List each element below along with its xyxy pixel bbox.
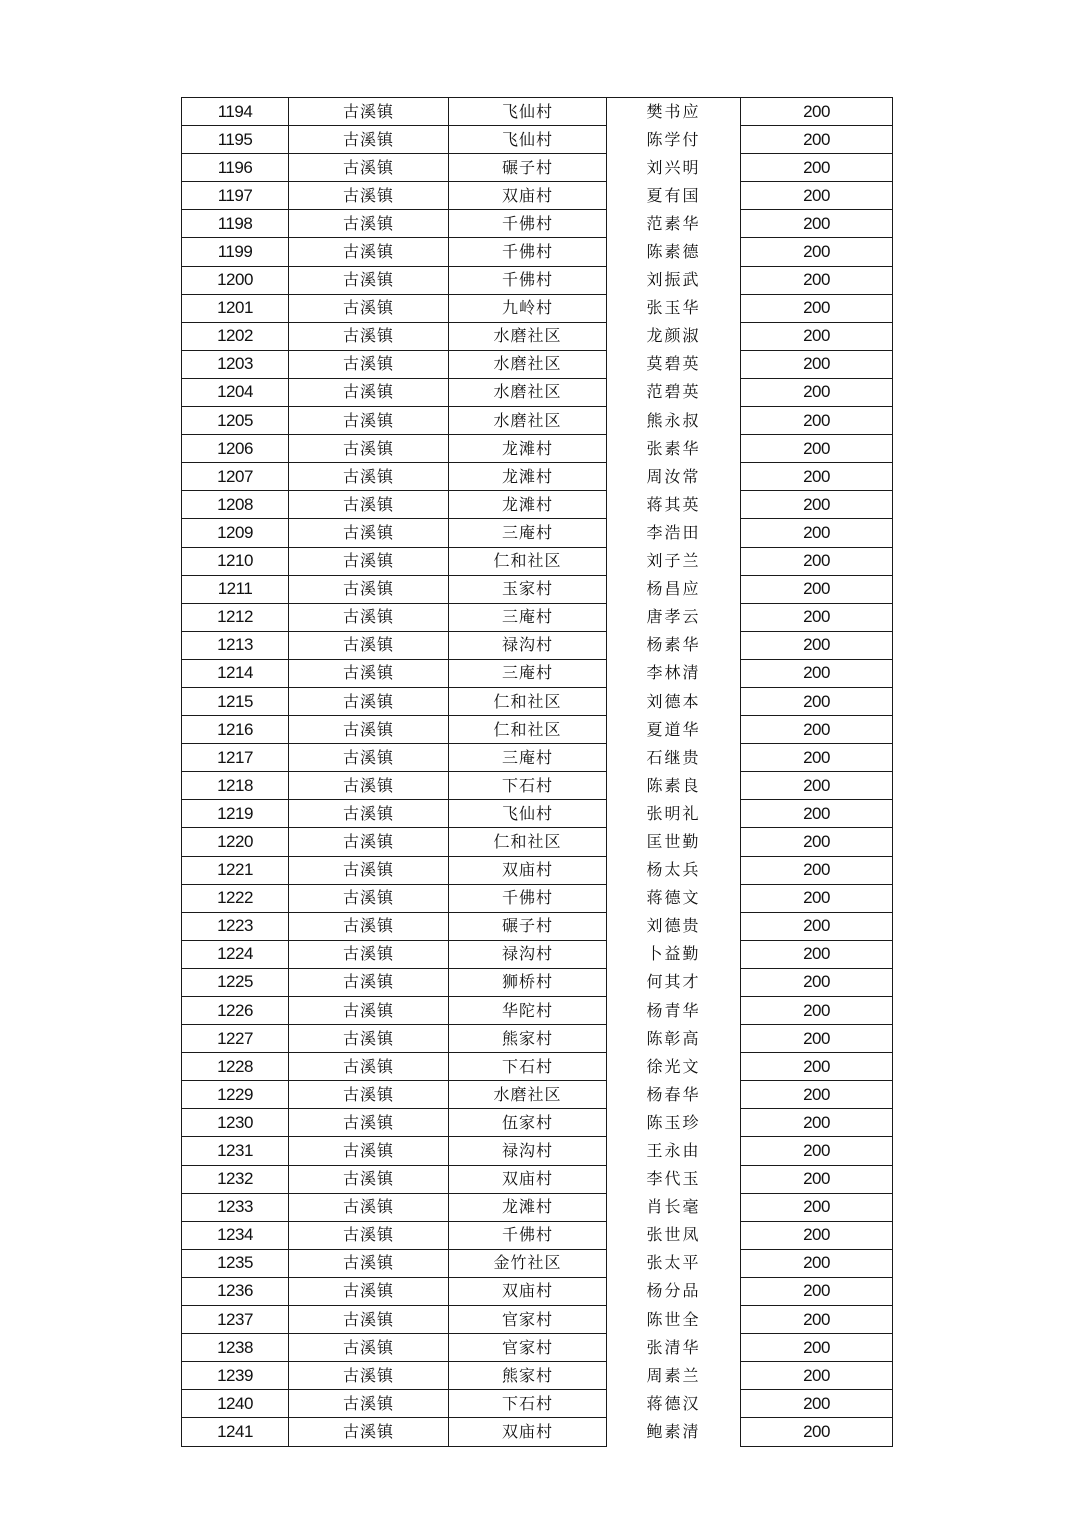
cell-town: 古溪镇 — [289, 350, 449, 378]
cell-amount: 200 — [741, 1277, 893, 1305]
cell-town: 古溪镇 — [289, 407, 449, 435]
cell-amount: 200 — [741, 98, 893, 126]
cell-village: 禄沟村 — [449, 940, 607, 968]
cell-person-name: 范碧英 — [607, 378, 741, 406]
table-row — [182, 1109, 893, 1137]
cell-serial-number: 1198 — [182, 210, 289, 238]
cell-serial-number: 1215 — [182, 687, 289, 715]
cell-town: 古溪镇 — [289, 1390, 449, 1418]
cell-amount: 200 — [741, 884, 893, 912]
cell-village: 双庙村 — [449, 856, 607, 884]
table-row — [182, 350, 893, 378]
cell-village: 千佛村 — [449, 238, 607, 266]
cell-town: 古溪镇 — [289, 491, 449, 519]
cell-amount: 200 — [741, 350, 893, 378]
cell-town: 古溪镇 — [289, 1362, 449, 1390]
cell-village: 千佛村 — [449, 1221, 607, 1249]
cell-town: 古溪镇 — [289, 1165, 449, 1193]
cell-amount: 200 — [741, 547, 893, 575]
cell-serial-number: 1209 — [182, 519, 289, 547]
cell-person-name: 张清华 — [607, 1334, 741, 1362]
table-row — [182, 519, 893, 547]
table-row — [182, 294, 893, 322]
cell-serial-number: 1228 — [182, 1053, 289, 1081]
table-row — [182, 210, 893, 238]
cell-amount: 200 — [741, 491, 893, 519]
table-row — [182, 912, 893, 940]
cell-town: 古溪镇 — [289, 687, 449, 715]
cell-village: 三庵村 — [449, 603, 607, 631]
cell-serial-number: 1217 — [182, 744, 289, 772]
cell-person-name: 李浩田 — [607, 519, 741, 547]
cell-serial-number: 1201 — [182, 294, 289, 322]
cell-town: 古溪镇 — [289, 266, 449, 294]
cell-town: 古溪镇 — [289, 463, 449, 491]
cell-person-name: 莫碧英 — [607, 350, 741, 378]
table-row — [182, 378, 893, 406]
cell-amount: 200 — [741, 1418, 893, 1446]
cell-town: 古溪镇 — [289, 856, 449, 884]
cell-village: 双庙村 — [449, 1418, 607, 1446]
cell-amount: 200 — [741, 1025, 893, 1053]
cell-town: 古溪镇 — [289, 547, 449, 575]
cell-amount: 200 — [741, 940, 893, 968]
cell-serial-number: 1202 — [182, 322, 289, 350]
cell-village: 下石村 — [449, 1053, 607, 1081]
cell-serial-number: 1225 — [182, 968, 289, 996]
cell-serial-number: 1214 — [182, 659, 289, 687]
cell-person-name: 李代玉 — [607, 1165, 741, 1193]
table-row — [182, 631, 893, 659]
cell-person-name: 蒋其英 — [607, 491, 741, 519]
roster-body — [182, 98, 893, 1447]
table-row — [182, 575, 893, 603]
cell-village: 下石村 — [449, 1390, 607, 1418]
cell-serial-number: 1229 — [182, 1081, 289, 1109]
cell-amount: 200 — [741, 631, 893, 659]
cell-village: 双庙村 — [449, 182, 607, 210]
cell-amount: 200 — [741, 856, 893, 884]
cell-town: 古溪镇 — [289, 744, 449, 772]
cell-serial-number: 1196 — [182, 154, 289, 182]
cell-serial-number: 1221 — [182, 856, 289, 884]
cell-town: 古溪镇 — [289, 968, 449, 996]
cell-town: 古溪镇 — [289, 912, 449, 940]
cell-amount: 200 — [741, 1221, 893, 1249]
cell-serial-number: 1240 — [182, 1390, 289, 1418]
cell-town: 古溪镇 — [289, 800, 449, 828]
cell-person-name: 何其才 — [607, 968, 741, 996]
table-row — [182, 1053, 893, 1081]
table-row — [182, 322, 893, 350]
cell-village: 官家村 — [449, 1334, 607, 1362]
table-row — [182, 154, 893, 182]
cell-village: 千佛村 — [449, 884, 607, 912]
cell-person-name: 杨春华 — [607, 1081, 741, 1109]
cell-amount: 200 — [741, 1362, 893, 1390]
cell-town: 古溪镇 — [289, 1277, 449, 1305]
cell-amount: 200 — [741, 1053, 893, 1081]
cell-serial-number: 1211 — [182, 575, 289, 603]
cell-serial-number: 1230 — [182, 1109, 289, 1137]
cell-village: 华陀村 — [449, 997, 607, 1025]
cell-village: 碾子村 — [449, 154, 607, 182]
cell-amount: 200 — [741, 435, 893, 463]
cell-amount: 200 — [741, 1390, 893, 1418]
cell-person-name: 熊永叔 — [607, 407, 741, 435]
cell-village: 仁和社区 — [449, 687, 607, 715]
cell-amount: 200 — [741, 294, 893, 322]
cell-amount: 200 — [741, 800, 893, 828]
cell-town: 古溪镇 — [289, 210, 449, 238]
cell-serial-number: 1226 — [182, 997, 289, 1025]
cell-town: 古溪镇 — [289, 631, 449, 659]
cell-serial-number: 1206 — [182, 435, 289, 463]
cell-amount: 200 — [741, 463, 893, 491]
cell-person-name: 张世凤 — [607, 1221, 741, 1249]
cell-serial-number: 1197 — [182, 182, 289, 210]
cell-village: 龙滩村 — [449, 435, 607, 463]
cell-town: 古溪镇 — [289, 575, 449, 603]
cell-village: 水磨社区 — [449, 1081, 607, 1109]
table-row — [182, 1334, 893, 1362]
cell-amount: 200 — [741, 716, 893, 744]
cell-person-name: 鲍素清 — [607, 1418, 741, 1446]
cell-amount: 200 — [741, 238, 893, 266]
cell-person-name: 刘德贵 — [607, 912, 741, 940]
cell-village: 伍家村 — [449, 1109, 607, 1137]
cell-amount: 200 — [741, 1306, 893, 1334]
cell-amount: 200 — [741, 210, 893, 238]
cell-person-name: 唐孝云 — [607, 603, 741, 631]
cell-town: 古溪镇 — [289, 435, 449, 463]
cell-amount: 200 — [741, 912, 893, 940]
cell-amount: 200 — [741, 126, 893, 154]
cell-town: 古溪镇 — [289, 154, 449, 182]
cell-amount: 200 — [741, 997, 893, 1025]
cell-amount: 200 — [741, 1137, 893, 1165]
cell-village: 三庵村 — [449, 659, 607, 687]
cell-village: 仁和社区 — [449, 547, 607, 575]
cell-serial-number: 1207 — [182, 463, 289, 491]
cell-serial-number: 1220 — [182, 828, 289, 856]
cell-person-name: 杨太兵 — [607, 856, 741, 884]
cell-town: 古溪镇 — [289, 1081, 449, 1109]
cell-person-name: 杨分品 — [607, 1277, 741, 1305]
cell-amount: 200 — [741, 1165, 893, 1193]
table-row — [182, 884, 893, 912]
cell-amount: 200 — [741, 154, 893, 182]
cell-person-name: 刘德本 — [607, 687, 741, 715]
cell-person-name: 刘兴明 — [607, 154, 741, 182]
cell-village: 水磨社区 — [449, 350, 607, 378]
cell-village: 金竹社区 — [449, 1249, 607, 1277]
cell-person-name: 刘子兰 — [607, 547, 741, 575]
cell-amount: 200 — [741, 519, 893, 547]
cell-serial-number: 1213 — [182, 631, 289, 659]
cell-serial-number: 1232 — [182, 1165, 289, 1193]
cell-person-name: 张明礼 — [607, 800, 741, 828]
table-row — [182, 1306, 893, 1334]
table-row — [182, 1221, 893, 1249]
table-row — [182, 1137, 893, 1165]
cell-person-name: 肖长毫 — [607, 1193, 741, 1221]
cell-amount: 200 — [741, 968, 893, 996]
cell-town: 古溪镇 — [289, 182, 449, 210]
cell-serial-number: 1204 — [182, 378, 289, 406]
cell-serial-number: 1231 — [182, 1137, 289, 1165]
cell-amount: 200 — [741, 659, 893, 687]
cell-person-name: 杨昌应 — [607, 575, 741, 603]
table-row — [182, 687, 893, 715]
cell-person-name: 陈玉珍 — [607, 1109, 741, 1137]
cell-village: 禄沟村 — [449, 631, 607, 659]
cell-serial-number: 1224 — [182, 940, 289, 968]
table-row — [182, 744, 893, 772]
cell-serial-number: 1227 — [182, 1025, 289, 1053]
cell-village: 水磨社区 — [449, 407, 607, 435]
table-row — [182, 182, 893, 210]
cell-person-name: 徐光文 — [607, 1053, 741, 1081]
cell-amount: 200 — [741, 1249, 893, 1277]
table-row — [182, 997, 893, 1025]
table-row — [182, 547, 893, 575]
table-row — [182, 968, 893, 996]
cell-person-name: 夏有国 — [607, 182, 741, 210]
cell-person-name: 龙颜淑 — [607, 322, 741, 350]
table-row — [182, 1249, 893, 1277]
table-row — [182, 407, 893, 435]
cell-amount: 200 — [741, 1334, 893, 1362]
table-row — [182, 98, 893, 126]
cell-village: 双庙村 — [449, 1277, 607, 1305]
table-row — [182, 1165, 893, 1193]
cell-amount: 200 — [741, 1109, 893, 1137]
cell-person-name: 匡世勤 — [607, 828, 741, 856]
table-row — [182, 1418, 893, 1446]
table-row — [182, 435, 893, 463]
cell-person-name: 石继贵 — [607, 744, 741, 772]
cell-town: 古溪镇 — [289, 1137, 449, 1165]
cell-amount: 200 — [741, 322, 893, 350]
cell-town: 古溪镇 — [289, 294, 449, 322]
table-row — [182, 856, 893, 884]
cell-serial-number: 1222 — [182, 884, 289, 912]
cell-village: 熊家村 — [449, 1362, 607, 1390]
cell-town: 古溪镇 — [289, 884, 449, 912]
cell-village: 飞仙村 — [449, 126, 607, 154]
table-row — [182, 1362, 893, 1390]
cell-serial-number: 1210 — [182, 547, 289, 575]
table-row — [182, 491, 893, 519]
cell-village: 双庙村 — [449, 1165, 607, 1193]
cell-person-name: 夏道华 — [607, 716, 741, 744]
cell-person-name: 杨青华 — [607, 997, 741, 1025]
cell-town: 古溪镇 — [289, 716, 449, 744]
cell-amount: 200 — [741, 1081, 893, 1109]
cell-town: 古溪镇 — [289, 1053, 449, 1081]
cell-village: 碾子村 — [449, 912, 607, 940]
cell-person-name: 范素华 — [607, 210, 741, 238]
cell-serial-number: 1238 — [182, 1334, 289, 1362]
cell-person-name: 陈学付 — [607, 126, 741, 154]
cell-serial-number: 1203 — [182, 350, 289, 378]
cell-town: 古溪镇 — [289, 659, 449, 687]
cell-person-name: 张素华 — [607, 435, 741, 463]
cell-village: 龙滩村 — [449, 463, 607, 491]
table-row — [182, 238, 893, 266]
cell-amount: 200 — [741, 182, 893, 210]
cell-town: 古溪镇 — [289, 1418, 449, 1446]
cell-amount: 200 — [741, 828, 893, 856]
cell-town: 古溪镇 — [289, 322, 449, 350]
cell-village: 狮桥村 — [449, 968, 607, 996]
cell-amount: 200 — [741, 744, 893, 772]
cell-town: 古溪镇 — [289, 378, 449, 406]
cell-town: 古溪镇 — [289, 940, 449, 968]
cell-person-name: 陈素德 — [607, 238, 741, 266]
cell-town: 古溪镇 — [289, 997, 449, 1025]
table-row — [182, 716, 893, 744]
cell-serial-number: 1205 — [182, 407, 289, 435]
cell-serial-number: 1233 — [182, 1193, 289, 1221]
cell-person-name: 李林清 — [607, 659, 741, 687]
cell-village: 水磨社区 — [449, 322, 607, 350]
cell-serial-number: 1199 — [182, 238, 289, 266]
table-row — [182, 940, 893, 968]
table-row — [182, 772, 893, 800]
cell-serial-number: 1219 — [182, 800, 289, 828]
cell-person-name: 杨素华 — [607, 631, 741, 659]
cell-person-name: 樊书应 — [607, 98, 741, 126]
cell-village: 仁和社区 — [449, 828, 607, 856]
cell-serial-number: 1236 — [182, 1277, 289, 1305]
cell-person-name: 陈素良 — [607, 772, 741, 800]
cell-town: 古溪镇 — [289, 1249, 449, 1277]
cell-village: 三庵村 — [449, 744, 607, 772]
cell-serial-number: 1216 — [182, 716, 289, 744]
table-row — [182, 1193, 893, 1221]
cell-village: 水磨社区 — [449, 378, 607, 406]
cell-serial-number: 1194 — [182, 98, 289, 126]
cell-village: 禄沟村 — [449, 1137, 607, 1165]
cell-town: 古溪镇 — [289, 126, 449, 154]
cell-village: 千佛村 — [449, 210, 607, 238]
cell-town: 古溪镇 — [289, 828, 449, 856]
cell-person-name: 张玉华 — [607, 294, 741, 322]
cell-village: 下石村 — [449, 772, 607, 800]
cell-town: 古溪镇 — [289, 1025, 449, 1053]
cell-amount: 200 — [741, 772, 893, 800]
table-row — [182, 1390, 893, 1418]
cell-amount: 200 — [741, 575, 893, 603]
table-row — [182, 659, 893, 687]
cell-person-name: 蒋德文 — [607, 884, 741, 912]
roster-table — [181, 97, 893, 1447]
cell-serial-number: 1234 — [182, 1221, 289, 1249]
cell-serial-number: 1235 — [182, 1249, 289, 1277]
cell-village: 飞仙村 — [449, 800, 607, 828]
cell-amount: 200 — [741, 687, 893, 715]
cell-village: 官家村 — [449, 1306, 607, 1334]
cell-village: 九岭村 — [449, 294, 607, 322]
table-row — [182, 126, 893, 154]
cell-person-name: 蒋德汉 — [607, 1390, 741, 1418]
table-row — [182, 1025, 893, 1053]
cell-serial-number: 1200 — [182, 266, 289, 294]
cell-person-name: 周素兰 — [607, 1362, 741, 1390]
cell-village: 飞仙村 — [449, 98, 607, 126]
table-row — [182, 463, 893, 491]
cell-town: 古溪镇 — [289, 1221, 449, 1249]
cell-village: 玉家村 — [449, 575, 607, 603]
cell-serial-number: 1195 — [182, 126, 289, 154]
cell-amount: 200 — [741, 378, 893, 406]
table-row — [182, 800, 893, 828]
cell-village: 熊家村 — [449, 1025, 607, 1053]
cell-village: 千佛村 — [449, 266, 607, 294]
table-row — [182, 828, 893, 856]
cell-serial-number: 1239 — [182, 1362, 289, 1390]
cell-village: 三庵村 — [449, 519, 607, 547]
cell-person-name: 周汝常 — [607, 463, 741, 491]
cell-village: 仁和社区 — [449, 716, 607, 744]
cell-town: 古溪镇 — [289, 772, 449, 800]
cell-town: 古溪镇 — [289, 603, 449, 631]
cell-town: 古溪镇 — [289, 1334, 449, 1362]
cell-town: 古溪镇 — [289, 1109, 449, 1137]
cell-village: 龙滩村 — [449, 491, 607, 519]
cell-town: 古溪镇 — [289, 238, 449, 266]
table-row — [182, 1081, 893, 1109]
cell-serial-number: 1237 — [182, 1306, 289, 1334]
cell-town: 古溪镇 — [289, 1193, 449, 1221]
cell-serial-number: 1212 — [182, 603, 289, 631]
table-row — [182, 266, 893, 294]
cell-amount: 200 — [741, 407, 893, 435]
cell-serial-number: 1208 — [182, 491, 289, 519]
table-row — [182, 603, 893, 631]
cell-serial-number: 1218 — [182, 772, 289, 800]
cell-amount: 200 — [741, 266, 893, 294]
cell-person-name: 陈彰高 — [607, 1025, 741, 1053]
cell-village: 龙滩村 — [449, 1193, 607, 1221]
cell-serial-number: 1241 — [182, 1418, 289, 1446]
cell-person-name: 卜益勤 — [607, 940, 741, 968]
cell-amount: 200 — [741, 603, 893, 631]
cell-serial-number: 1223 — [182, 912, 289, 940]
table-row — [182, 1277, 893, 1305]
cell-town: 古溪镇 — [289, 1306, 449, 1334]
cell-person-name: 张太平 — [607, 1249, 741, 1277]
cell-town: 古溪镇 — [289, 519, 449, 547]
cell-person-name: 陈世全 — [607, 1306, 741, 1334]
cell-person-name: 刘振武 — [607, 266, 741, 294]
cell-person-name: 王永由 — [607, 1137, 741, 1165]
cell-town: 古溪镇 — [289, 98, 449, 126]
cell-amount: 200 — [741, 1193, 893, 1221]
